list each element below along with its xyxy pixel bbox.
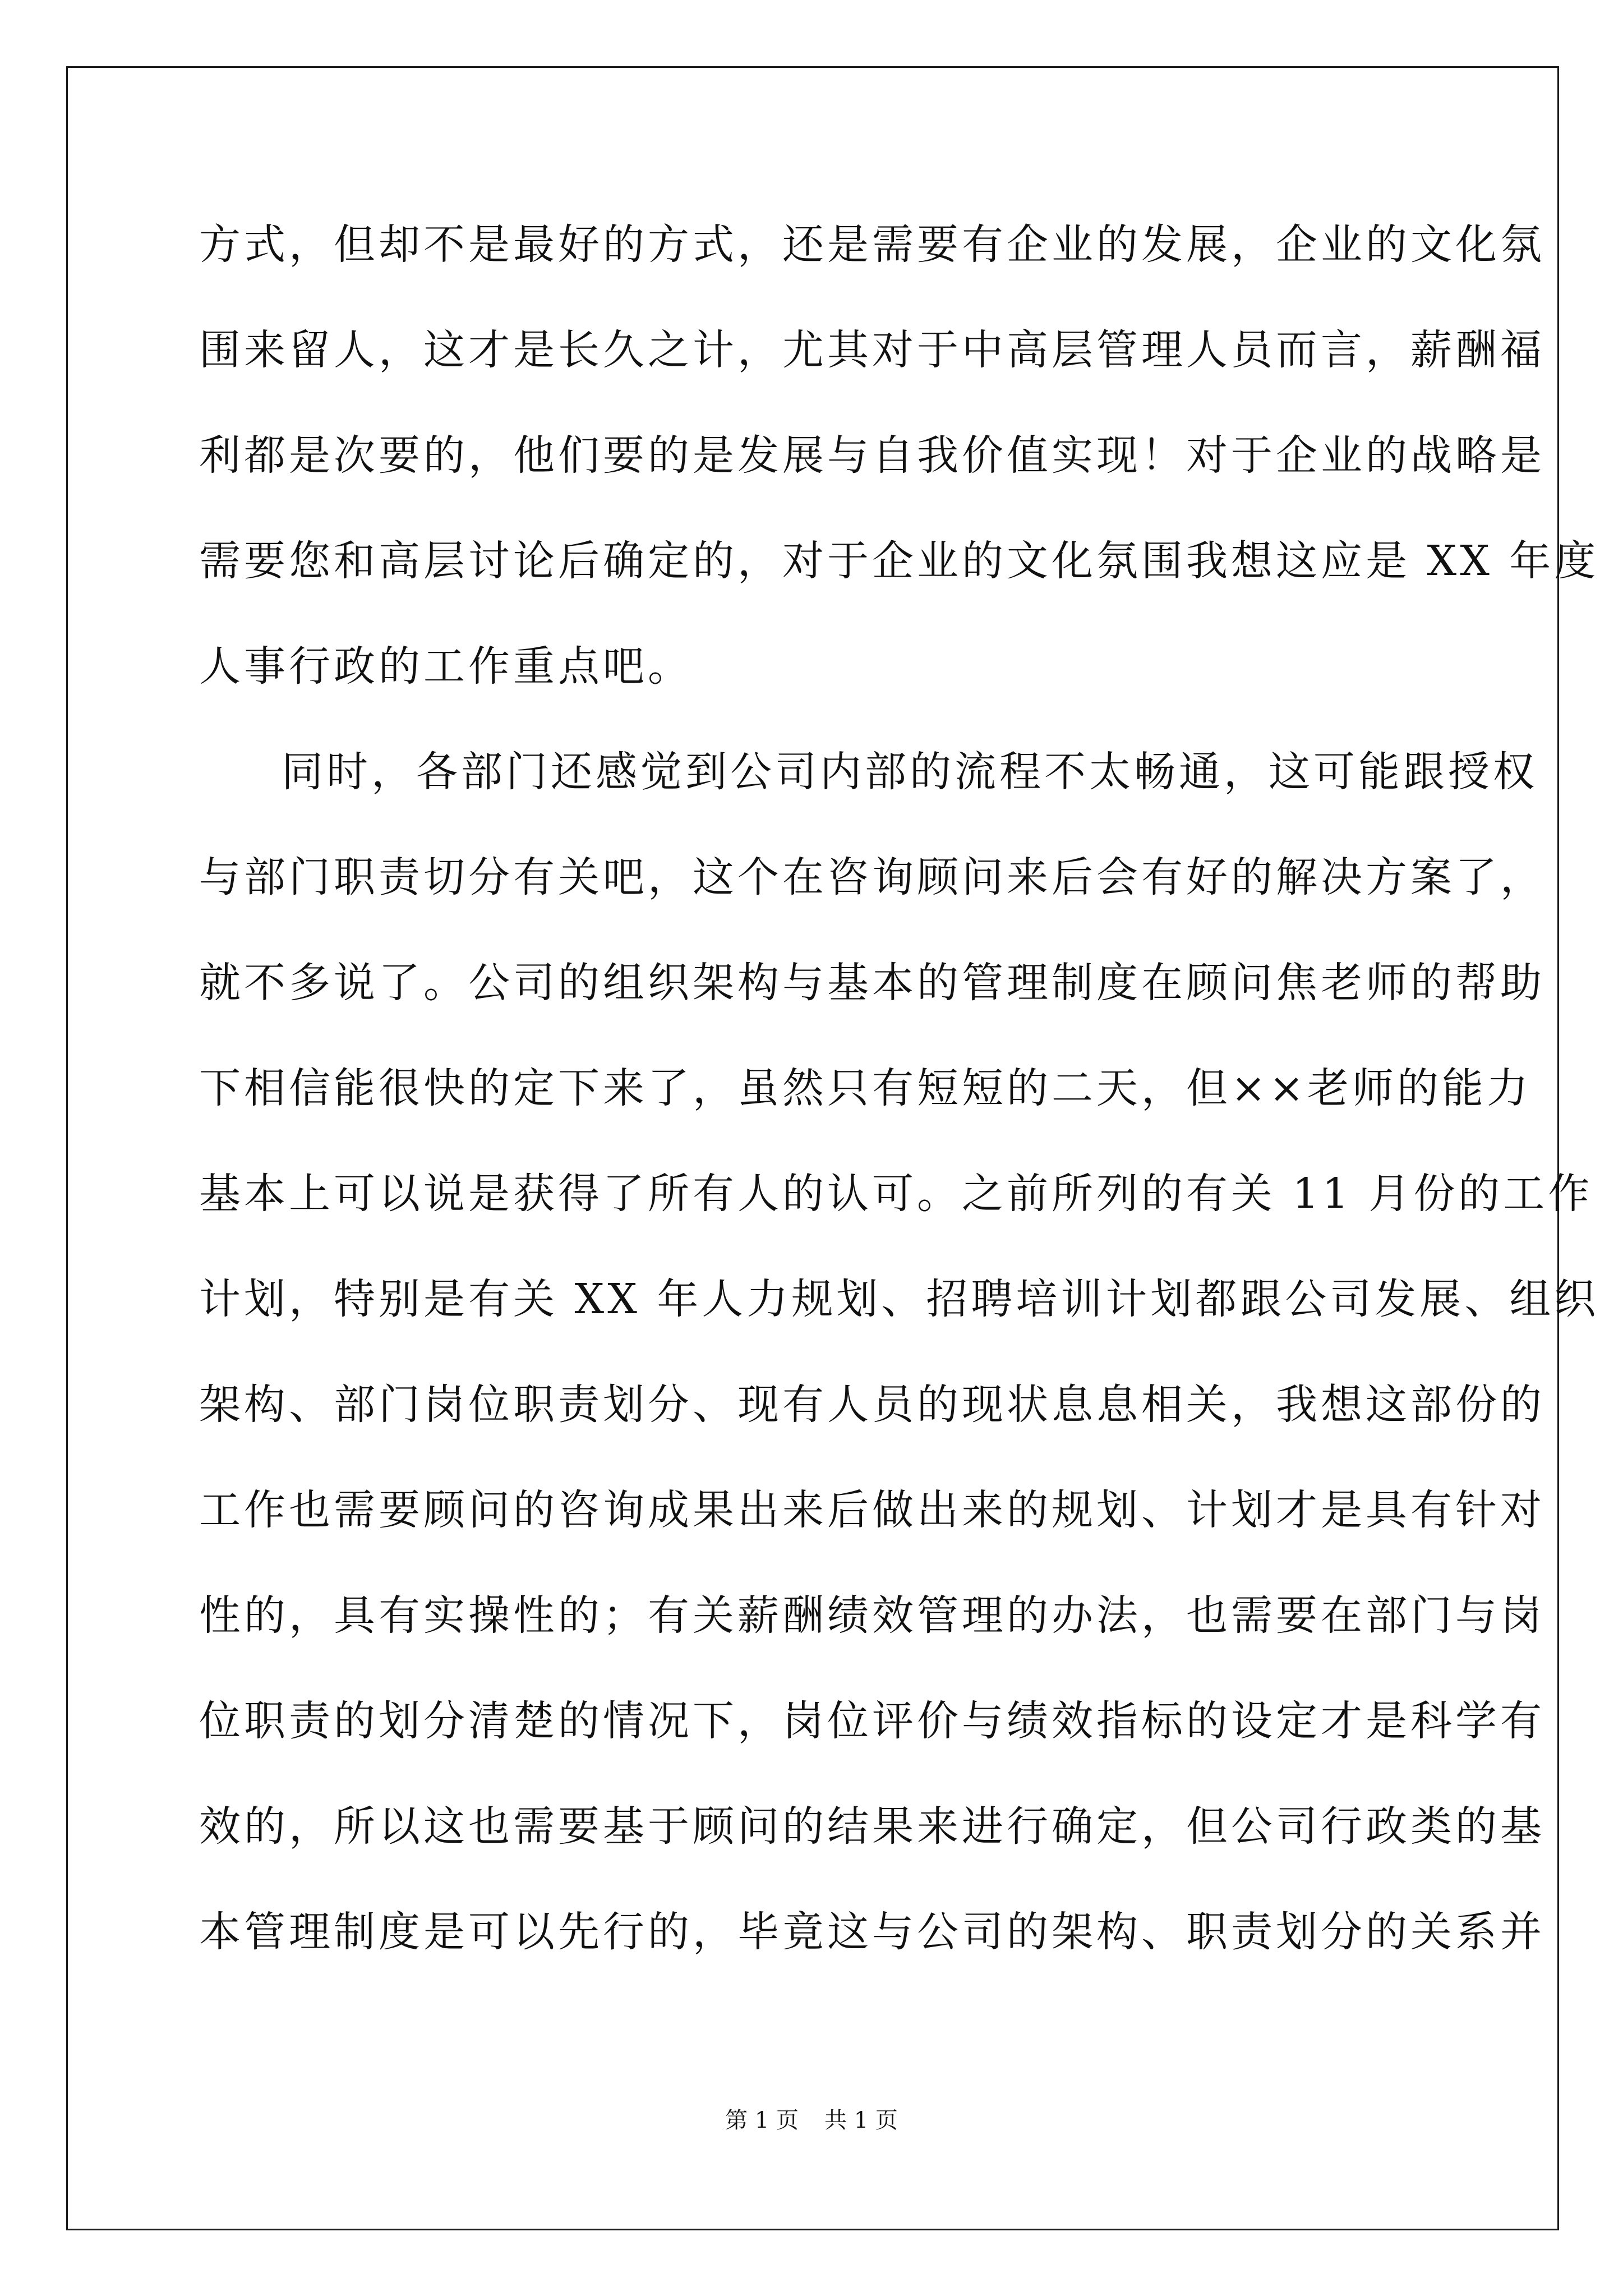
text-line: 方式，但却不是最好的方式，还是需要有企业的发展，企业的文化氛 [199, 220, 1545, 269]
text-line: 就不多说了。公司的组织架构与基本的管理制度在顾问焦老师的帮助 [199, 959, 1545, 1007]
text-line: 与部门职责切分有关吧，这个在咨询顾问来后会有好的解决方案了， [199, 853, 1545, 901]
page-number: 第 1 页 [725, 2108, 799, 2133]
text-line: 人事行政的工作重点吧。 [199, 642, 693, 691]
text-line: 围来留人，这才是长久之计，尤其对于中高层管理人员而言，薪酬福 [199, 326, 1545, 374]
text-line: 计划，特别是有关 XX 年人力规划、招聘培训计划都跟公司发展、组织 [199, 1275, 1599, 1323]
page-footer [0, 2106, 1623, 2134]
text-line: 下相信能很快的定下来了，虽然只有短短的二天，但××老师的能力 [199, 1064, 1532, 1112]
text-line: 性的，具有实操性的；有关薪酬绩效管理的办法，也需要在部门与岗 [199, 1591, 1545, 1640]
page-total: 共 1 页 [824, 2108, 898, 2133]
text-line: 本管理制度是可以先行的，毕竟这与公司的架构、职责划分的关系并 [199, 1908, 1545, 1956]
text-line: 工作也需要顾问的咨询成果出来后做出来的规划、计划才是具有针对 [199, 1486, 1545, 1534]
text-line: 同时，各部门还感觉到公司内部的流程不太畅通，这可能跟授权 [282, 748, 1538, 796]
text-line: 架构、部门岗位职责划分、现有人员的现状息息相关，我想这部份的 [199, 1381, 1545, 1429]
text-line: 效的，所以这也需要基于顾问的结果来进行确定，但公司行政类的基 [199, 1802, 1545, 1851]
text-line: 基本上可以说是获得了所有人的认可。之前所列的有关 11 月份的工作 [199, 1170, 1593, 1218]
text-line: 位职责的划分清楚的情况下，岗位评价与绩效指标的设定才是科学有 [199, 1697, 1545, 1745]
text-line: 需要您和高层讨论后确定的，对于企业的文化氛围我想这应是 XX 年度 [199, 537, 1599, 585]
text-line: 利都是次要的，他们要的是发展与自我价值实现！对于企业的战略是 [199, 431, 1545, 480]
